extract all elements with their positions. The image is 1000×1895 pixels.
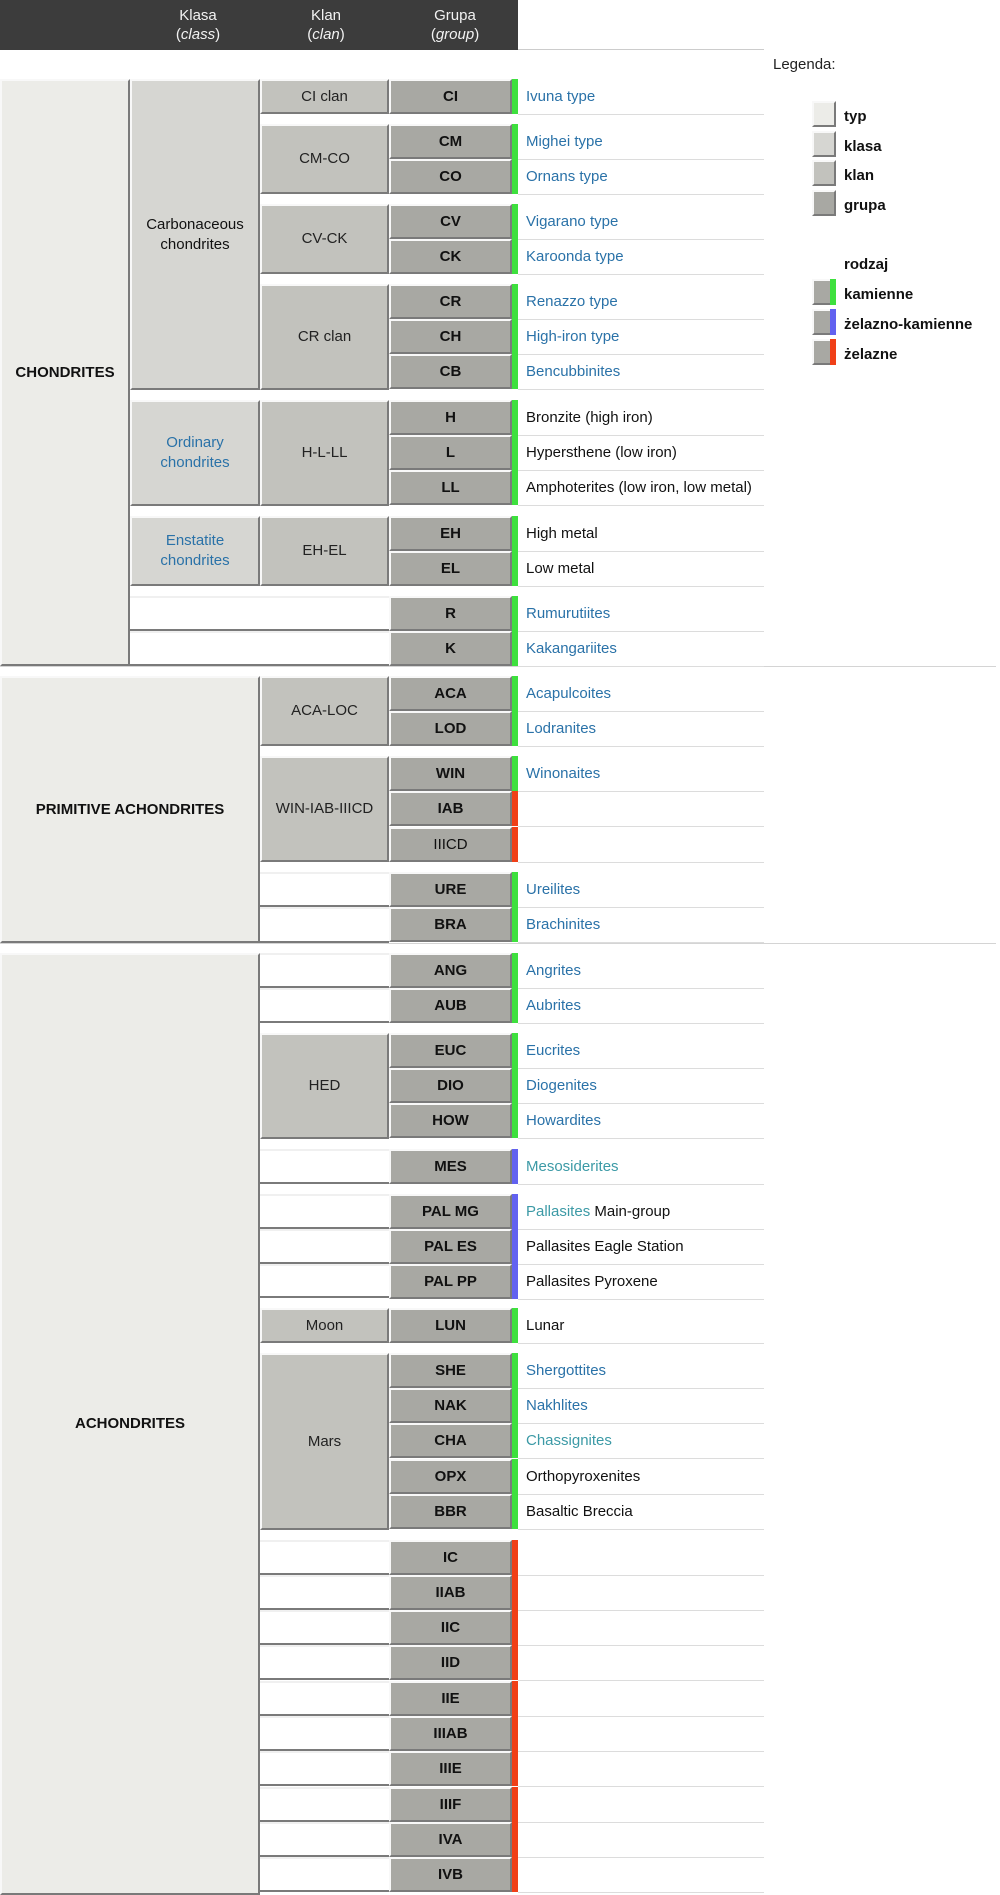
kind-bar bbox=[512, 1610, 518, 1645]
row-divider bbox=[518, 1068, 764, 1069]
row-divider bbox=[518, 274, 764, 275]
kind-bar bbox=[512, 354, 518, 389]
row-divider bbox=[518, 1264, 764, 1265]
legend-label-kamienne: kamienne bbox=[844, 286, 914, 303]
group-description-text: Basaltic Breccia bbox=[526, 1503, 633, 1520]
empty-cell bbox=[260, 953, 389, 988]
kind-bar bbox=[512, 1264, 518, 1299]
group-description-text[interactable]: Angrites bbox=[526, 962, 582, 979]
kind-bar bbox=[512, 516, 518, 551]
group-description bbox=[526, 1272, 658, 1292]
group-description-text[interactable]: Mesosiderites bbox=[526, 1158, 619, 1175]
header-divider bbox=[518, 49, 764, 50]
row-divider bbox=[518, 907, 764, 908]
group-description bbox=[526, 961, 581, 981]
row-divider bbox=[518, 1023, 764, 1024]
group-description bbox=[526, 167, 608, 187]
kind-bar bbox=[512, 1353, 518, 1388]
row-divider bbox=[518, 1458, 764, 1459]
header-group-label: Grupa bbox=[434, 7, 476, 24]
row-divider bbox=[518, 1423, 764, 1424]
group-description-text[interactable]: Chassignites bbox=[526, 1432, 612, 1449]
group-description-extra: Main-group bbox=[590, 1203, 671, 1220]
group-description bbox=[526, 327, 619, 347]
group-description bbox=[526, 1111, 601, 1131]
clan-cr: CR clan bbox=[260, 284, 389, 390]
kind-bar bbox=[512, 1681, 518, 1716]
row-divider bbox=[518, 711, 764, 712]
row-divider bbox=[518, 1857, 764, 1858]
group-she: SHE bbox=[389, 1353, 512, 1388]
row-divider bbox=[518, 631, 764, 632]
kind-bar bbox=[512, 204, 518, 239]
group-iiicd: IIICD bbox=[389, 827, 512, 862]
group-description-text[interactable]: High-iron type bbox=[526, 328, 620, 345]
group-description bbox=[526, 1157, 619, 1177]
row-divider bbox=[518, 114, 764, 115]
group-description-text[interactable]: Rumurutiites bbox=[526, 605, 611, 622]
group-iiab: IIAB bbox=[389, 1575, 512, 1610]
row-divider bbox=[518, 1299, 764, 1300]
legend-title: Legenda: bbox=[773, 56, 836, 73]
kind-bar bbox=[512, 435, 518, 470]
kind-bar bbox=[512, 676, 518, 711]
group-description-text[interactable]: Aubrites bbox=[526, 997, 582, 1014]
row-divider bbox=[518, 942, 764, 943]
group-win: WIN bbox=[389, 756, 512, 791]
kind-bar bbox=[512, 907, 518, 942]
row-divider bbox=[518, 1610, 764, 1611]
kind-bar bbox=[512, 988, 518, 1023]
kind-bar bbox=[512, 1149, 518, 1184]
legend-label-klan: klan bbox=[844, 167, 875, 184]
row-divider bbox=[518, 1529, 764, 1530]
empty-cell bbox=[260, 1149, 389, 1184]
type-separator bbox=[0, 666, 996, 667]
row-divider bbox=[518, 159, 764, 160]
header-clan-label: Klan bbox=[310, 7, 342, 24]
group-description-text[interactable]: Diogenites bbox=[526, 1077, 597, 1094]
group-description-text[interactable]: Mighei type bbox=[526, 133, 603, 150]
clan-mars: Mars bbox=[260, 1353, 389, 1530]
kind-bar bbox=[512, 1716, 518, 1751]
group-lod: LOD bbox=[389, 711, 512, 746]
row-divider bbox=[518, 551, 764, 552]
group-description-text[interactable]: Pallasites bbox=[526, 1203, 591, 1220]
row-divider bbox=[518, 862, 764, 863]
group-description-text[interactable]: Ornans type bbox=[526, 168, 608, 185]
empty-cell bbox=[260, 1787, 389, 1822]
group-iiiab: IIIAB bbox=[389, 1716, 512, 1751]
legend-label-grupa: grupa bbox=[844, 197, 886, 214]
group-description bbox=[526, 408, 653, 428]
type-achondrites: ACHONDRITES bbox=[0, 953, 260, 1895]
group-description bbox=[526, 1316, 564, 1336]
kind-bar bbox=[512, 711, 518, 746]
row-divider bbox=[518, 988, 764, 989]
empty-cell bbox=[130, 596, 389, 631]
group-pal-mg: PAL MG bbox=[389, 1194, 512, 1229]
kind-bar bbox=[512, 872, 518, 907]
group-description-text: Lunar bbox=[526, 1317, 565, 1334]
row-divider bbox=[518, 746, 764, 747]
kind-bar bbox=[512, 284, 518, 319]
row-divider bbox=[518, 666, 764, 667]
group-description bbox=[526, 1467, 640, 1487]
header-group-sub: group bbox=[435, 26, 475, 43]
group-ang: ANG bbox=[389, 953, 512, 988]
row-divider bbox=[518, 1892, 764, 1893]
kind-bar bbox=[512, 631, 518, 666]
class-ordinary: Ordinary chondrites bbox=[130, 400, 260, 506]
group-iiie: IIIE bbox=[389, 1751, 512, 1786]
kind-bar bbox=[512, 827, 518, 862]
group-aca: ACA bbox=[389, 676, 512, 711]
group-bra: BRA bbox=[389, 907, 512, 942]
row-divider bbox=[518, 1138, 764, 1139]
group-description bbox=[526, 524, 598, 544]
kind-bar bbox=[512, 1103, 518, 1138]
group-description-text[interactable]: Brachinites bbox=[526, 916, 601, 933]
empty-cell bbox=[130, 631, 389, 666]
kind-bar bbox=[512, 319, 518, 354]
clan-eh-el: EH-EL bbox=[260, 516, 389, 586]
group-description-text: Orthopyroxenites bbox=[526, 1468, 641, 1485]
group-description-text[interactable]: Eucrites bbox=[526, 1042, 581, 1059]
group-description bbox=[526, 639, 617, 659]
group-description-text[interactable]: Howardites bbox=[526, 1112, 602, 1129]
group-description bbox=[526, 443, 677, 463]
kind-bar bbox=[512, 953, 518, 988]
group-ivb: IVB bbox=[389, 1857, 512, 1892]
group-description-text[interactable]: Shergottites bbox=[526, 1362, 607, 1379]
row-divider bbox=[518, 1716, 764, 1717]
group-cha: CHA bbox=[389, 1423, 512, 1458]
empty-cell bbox=[260, 988, 389, 1023]
kind-bar bbox=[512, 1857, 518, 1892]
legend-swatch-grupa bbox=[812, 190, 836, 216]
kind-bar bbox=[512, 1459, 518, 1494]
group-description-text[interactable]: Kakangariites bbox=[526, 640, 617, 657]
empty-cell bbox=[260, 1264, 389, 1298]
clan-h-l-ll: H-L-LL bbox=[260, 400, 389, 506]
empty-cell bbox=[260, 1645, 389, 1680]
group-ure: URE bbox=[389, 872, 512, 907]
header-group: Grupa (group) bbox=[430, 7, 480, 43]
group-description bbox=[526, 132, 603, 152]
group-iie: IIE bbox=[389, 1681, 512, 1716]
row-divider bbox=[518, 505, 764, 506]
group-description-text: Amphoterites (low iron, low metal) bbox=[526, 479, 752, 496]
empty-cell bbox=[260, 907, 389, 943]
row-divider bbox=[518, 389, 764, 390]
group-eh: EH bbox=[389, 516, 512, 551]
kind-bar bbox=[512, 1645, 518, 1680]
legend-label-zelazno-kamienne: żelazno-kamienne bbox=[844, 316, 973, 333]
kind-bar bbox=[512, 1540, 518, 1575]
group-description bbox=[526, 559, 594, 579]
legend-swatch-typ bbox=[812, 101, 836, 127]
empty-cell bbox=[260, 1751, 389, 1786]
kind-bar bbox=[512, 400, 518, 435]
group-description bbox=[526, 684, 611, 704]
group-description bbox=[526, 604, 610, 624]
kind-bar bbox=[512, 470, 518, 505]
kind-bar bbox=[512, 124, 518, 159]
group-ci: CI bbox=[389, 79, 512, 114]
row-divider bbox=[518, 1822, 764, 1823]
empty-cell bbox=[260, 1716, 389, 1751]
group-description bbox=[526, 1076, 597, 1096]
group-description-text[interactable]: Acapulcoites bbox=[526, 685, 612, 702]
group-cm: CM bbox=[389, 124, 512, 159]
legend-swatch-klan bbox=[812, 160, 836, 186]
empty-cell bbox=[260, 1857, 389, 1892]
kind-bar bbox=[512, 1194, 518, 1229]
group-description bbox=[526, 247, 624, 267]
empty-cell bbox=[260, 1610, 389, 1645]
row-divider bbox=[518, 826, 764, 827]
row-divider bbox=[518, 1388, 764, 1389]
group-co: CO bbox=[389, 159, 512, 194]
group-iic: IIC bbox=[389, 1610, 512, 1645]
group-description-text: Pallasites Eagle Station bbox=[526, 1238, 684, 1255]
type-primitive-achondrites: PRIMITIVE ACHONDRITES bbox=[0, 676, 260, 943]
group-description-text[interactable]: Ureilites bbox=[526, 881, 581, 898]
kind-bar bbox=[512, 791, 518, 826]
group-description-text[interactable]: Karoonda type bbox=[526, 248, 624, 265]
group-description-text: Bronzite (high iron) bbox=[526, 409, 653, 426]
clan-win-iab-iiicd: WIN-IAB-IIICD bbox=[260, 756, 389, 862]
group-description bbox=[526, 212, 618, 232]
empty-cell bbox=[260, 872, 389, 907]
group-description bbox=[526, 87, 595, 107]
group-iid: IID bbox=[389, 1645, 512, 1680]
kind-bar bbox=[512, 1751, 518, 1786]
row-divider bbox=[518, 1229, 764, 1230]
row-divider bbox=[518, 470, 764, 471]
group-description bbox=[526, 719, 596, 739]
kind-bar bbox=[512, 756, 518, 791]
group-el: EL bbox=[389, 551, 512, 586]
group-description bbox=[526, 1396, 588, 1416]
group-description-text[interactable]: Lodranites bbox=[526, 720, 597, 737]
group-description bbox=[526, 292, 618, 312]
row-divider bbox=[518, 1751, 764, 1752]
group-aub: AUB bbox=[389, 988, 512, 1023]
group-description bbox=[526, 764, 600, 784]
legend-swatch-kamienne bbox=[812, 279, 836, 305]
group-bbr: BBR bbox=[389, 1494, 512, 1529]
group-mes: MES bbox=[389, 1149, 512, 1184]
row-divider bbox=[518, 1343, 764, 1344]
group-description bbox=[526, 1041, 580, 1061]
legend-label-typ: typ bbox=[844, 108, 867, 125]
kind-bar bbox=[512, 79, 518, 114]
clan-cv-ck: CV-CK bbox=[260, 204, 389, 274]
legend-swatch-klasa bbox=[812, 131, 836, 157]
group-iab: IAB bbox=[389, 791, 512, 826]
header-class-label: Klasa bbox=[179, 7, 217, 24]
clan-ci: CI clan bbox=[260, 79, 389, 114]
header-clan-sub: clan bbox=[312, 26, 340, 43]
empty-cell bbox=[260, 1822, 389, 1857]
kind-bar bbox=[512, 1822, 518, 1857]
empty-cell bbox=[260, 1681, 389, 1716]
group-ic: IC bbox=[389, 1540, 512, 1575]
group-cv: CV bbox=[389, 204, 512, 239]
group-pal-es: PAL ES bbox=[389, 1229, 512, 1264]
table-header bbox=[0, 0, 518, 50]
row-divider bbox=[518, 586, 764, 587]
clan-moon: Moon bbox=[260, 1308, 389, 1343]
empty-cell bbox=[260, 1194, 389, 1229]
row-divider bbox=[518, 1680, 764, 1681]
group-ch: CH bbox=[389, 319, 512, 354]
row-divider bbox=[518, 194, 764, 195]
group-description bbox=[526, 362, 620, 382]
group-ll: LL bbox=[389, 470, 512, 505]
row-divider bbox=[518, 1786, 764, 1787]
header-class: Klasa (class) bbox=[175, 7, 221, 43]
row-divider bbox=[518, 1575, 764, 1576]
legend-swatch-zelazne bbox=[812, 339, 836, 365]
group-iiif: IIIF bbox=[389, 1787, 512, 1822]
type-separator bbox=[0, 943, 996, 944]
group-cb: CB bbox=[389, 354, 512, 389]
group-description bbox=[526, 1431, 612, 1451]
group-opx: OPX bbox=[389, 1459, 512, 1494]
row-divider bbox=[518, 239, 764, 240]
clan-aca-loc: ACA-LOC bbox=[260, 676, 389, 746]
group-description-text: Low metal bbox=[526, 560, 595, 577]
group-description-text[interactable]: Bencubbinites bbox=[526, 363, 621, 380]
group-l: L bbox=[389, 435, 512, 470]
legend-label-zelazne: żelazne bbox=[844, 346, 898, 363]
group-dio: DIO bbox=[389, 1068, 512, 1103]
group-description bbox=[526, 478, 752, 498]
group-r: R bbox=[389, 596, 512, 631]
legend-label-klasa: klasa bbox=[844, 138, 882, 155]
kind-bar bbox=[512, 1575, 518, 1610]
row-divider bbox=[518, 354, 764, 355]
row-divider bbox=[518, 1103, 764, 1104]
legend-swatch-zelazno-kamienne bbox=[812, 309, 836, 335]
group-how: HOW bbox=[389, 1103, 512, 1138]
group-k: K bbox=[389, 631, 512, 666]
group-pal-pp: PAL PP bbox=[389, 1264, 512, 1299]
group-ck: CK bbox=[389, 239, 512, 274]
group-description-text[interactable]: Ivuna type bbox=[526, 88, 596, 105]
legend-kind-title: rodzaj bbox=[844, 256, 889, 273]
group-lun: LUN bbox=[389, 1308, 512, 1343]
header-class-sub: class bbox=[180, 26, 216, 43]
class-enstatite: Enstatite chondrites bbox=[130, 516, 260, 586]
group-description-text[interactable]: Nakhlites bbox=[526, 1397, 588, 1414]
kind-bar bbox=[512, 1423, 518, 1458]
clan-hed: HED bbox=[260, 1033, 389, 1139]
empty-cell bbox=[260, 1229, 389, 1264]
row-divider bbox=[518, 1184, 764, 1185]
row-divider bbox=[518, 1494, 764, 1495]
empty-cell bbox=[260, 1540, 389, 1575]
group-description bbox=[526, 1237, 684, 1257]
group-description-text[interactable]: Vigarano type bbox=[526, 213, 619, 230]
kind-bar bbox=[512, 551, 518, 586]
group-euc: EUC bbox=[389, 1033, 512, 1068]
class-carbonaceous: Carbonaceous chondrites bbox=[130, 79, 260, 390]
row-divider bbox=[518, 319, 764, 320]
group-description bbox=[526, 1202, 670, 1222]
group-description bbox=[526, 1502, 633, 1522]
group-description-text[interactable]: Renazzo type bbox=[526, 293, 618, 310]
clan-cm-co: CM-CO bbox=[260, 124, 389, 194]
group-description-text[interactable]: Winonaites bbox=[526, 765, 601, 782]
group-description-text: Hypersthene (low iron) bbox=[526, 444, 677, 461]
type-chondrites: CHONDRITES bbox=[0, 79, 130, 666]
kind-bar bbox=[512, 159, 518, 194]
group-description bbox=[526, 1361, 606, 1381]
group-iva: IVA bbox=[389, 1822, 512, 1857]
kind-bar bbox=[512, 596, 518, 631]
kind-bar bbox=[512, 1494, 518, 1529]
kind-bar bbox=[512, 1033, 518, 1068]
group-cr: CR bbox=[389, 284, 512, 319]
group-description bbox=[526, 880, 580, 900]
kind-bar bbox=[512, 1229, 518, 1264]
header-clan: Klan (clan) bbox=[307, 7, 345, 43]
kind-bar bbox=[512, 1787, 518, 1822]
row-divider bbox=[518, 435, 764, 436]
group-h: H bbox=[389, 400, 512, 435]
empty-cell bbox=[260, 1575, 389, 1610]
kind-bar bbox=[512, 1308, 518, 1343]
kind-bar bbox=[512, 1388, 518, 1423]
group-description bbox=[526, 915, 600, 935]
row-divider bbox=[518, 1645, 764, 1646]
group-description bbox=[526, 996, 581, 1016]
group-nak: NAK bbox=[389, 1388, 512, 1423]
row-divider bbox=[518, 791, 764, 792]
group-description-text: High metal bbox=[526, 525, 598, 542]
kind-bar bbox=[512, 1068, 518, 1103]
group-description-text: Pallasites Pyroxene bbox=[526, 1273, 658, 1290]
kind-bar bbox=[512, 239, 518, 274]
